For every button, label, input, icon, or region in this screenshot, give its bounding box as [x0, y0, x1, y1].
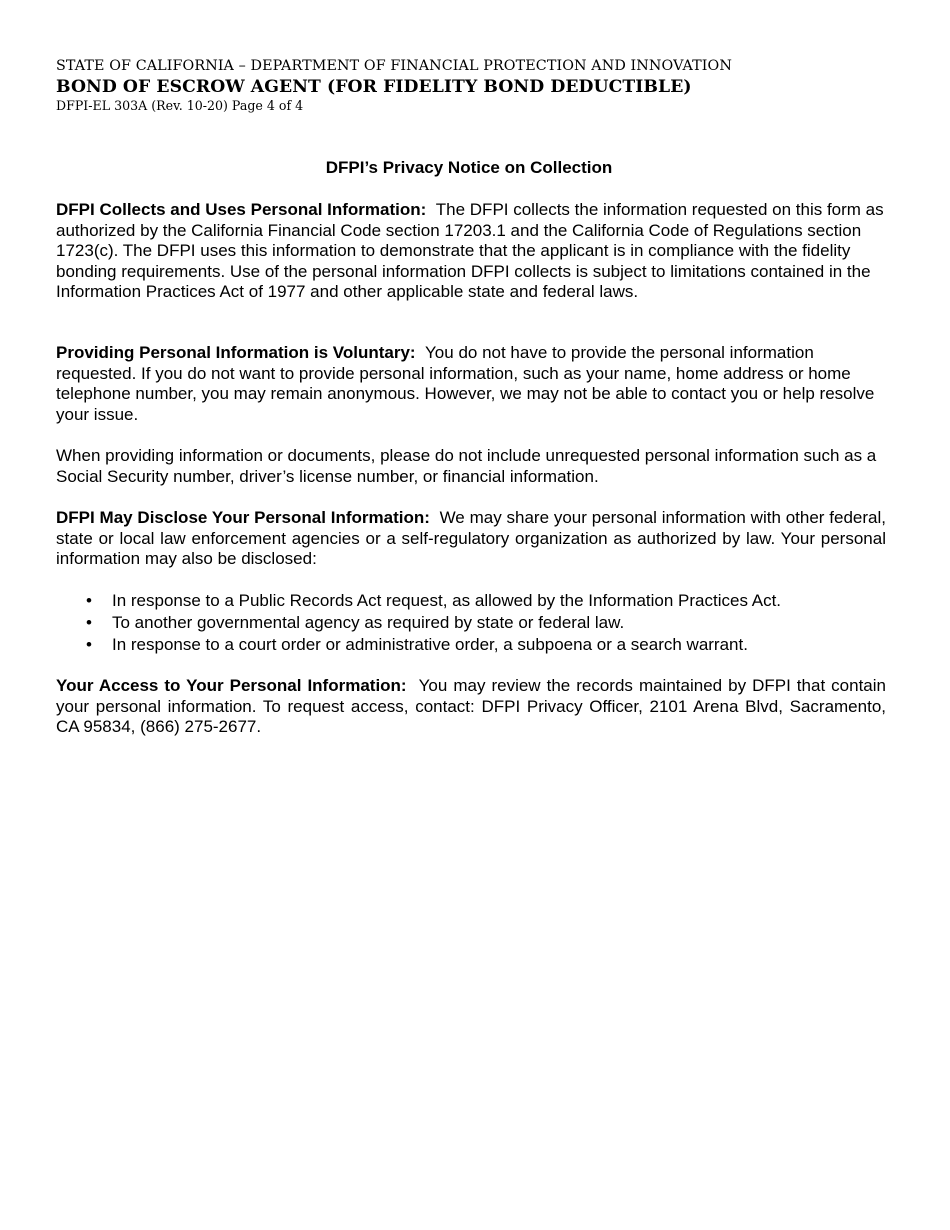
access-heading: Your Access to Your Personal Information:	[56, 676, 407, 695]
access-text: You may review the records maintained by DFPI that contain your personal information. To request access, contact: DFPI Privacy Officer, 2101 Arena Blvd, Sacramento, CA 95834, (866) 275-2677.	[56, 676, 886, 736]
disclosure-list	[56, 591, 886, 656]
list-item-text: In response to a court order or administrative order, a subpoena or a search warrant.	[112, 634, 748, 654]
form-header	[56, 57, 732, 114]
bullet-icon: •	[86, 634, 92, 654]
list-item-text: To another governmental agency as required by state or federal law.	[112, 612, 625, 632]
form-title: BOND OF ESCROW AGENT (FOR FIDELITY BOND DEDUCTIBLE)	[56, 77, 692, 97]
agency-name: STATE OF CALIFORNIA – DEPARTMENT OF FINANCIAL PROTECTION AND INNOVATION	[56, 58, 732, 74]
list-item	[56, 591, 886, 612]
voluntary-text: You do not have to provide the personal information requested. If you do not want to provide personal information, such as your name, home address or home telephone number, you may remain anonymous. However, we may not be able to contact you or help resolve your issue.	[56, 343, 875, 424]
form-id: DFPI-EL 303A (Rev. 10-20) Page 4 of 4	[56, 98, 304, 113]
access-paragraph	[56, 676, 886, 738]
list-item	[56, 613, 886, 634]
collects-heading: DFPI Collects and Uses Personal Information:	[56, 200, 427, 219]
list-item	[56, 635, 886, 656]
bullet-icon: •	[86, 612, 92, 632]
disclose-heading: DFPI May Disclose Your Personal Information:	[56, 508, 430, 527]
bullet-icon: •	[86, 591, 92, 610]
unrequested-paragraph: When providing information or documents, please do not include unrequested personal information such as a Social Security number, driver’s license number, or financial information.	[56, 446, 877, 486]
list-item-text: In response to a Public Records Act request, as allowed by the Information Practices Act.	[112, 591, 782, 610]
disclose-text: We may share your personal information with other federal, state or local law enforcement agencies or a self-regulatory organization as authorized by law. Your personal information may also be disclosed:	[56, 508, 886, 568]
collects-text: The DFPI collects the information requested on this form as authorized by the California Financial Code section 17203.1 and the California Code of Regulations section 1723(c). The DFPI uses this information to demonstrate that the applicant is in compliance with the fidelity bonding requirements. Use of the personal information DFPI collects is subject to limitations contained in the Information Practices Act of 1977 and other applicable state and federal laws.	[56, 200, 884, 301]
notice-title: DFPI’s Privacy Notice on Collection	[325, 158, 613, 177]
voluntary-paragraph	[56, 343, 886, 425]
disclose-paragraph	[56, 508, 886, 570]
collects-paragraph	[56, 200, 886, 303]
voluntary-heading: Providing Personal Information is Voluntary:	[56, 343, 416, 362]
